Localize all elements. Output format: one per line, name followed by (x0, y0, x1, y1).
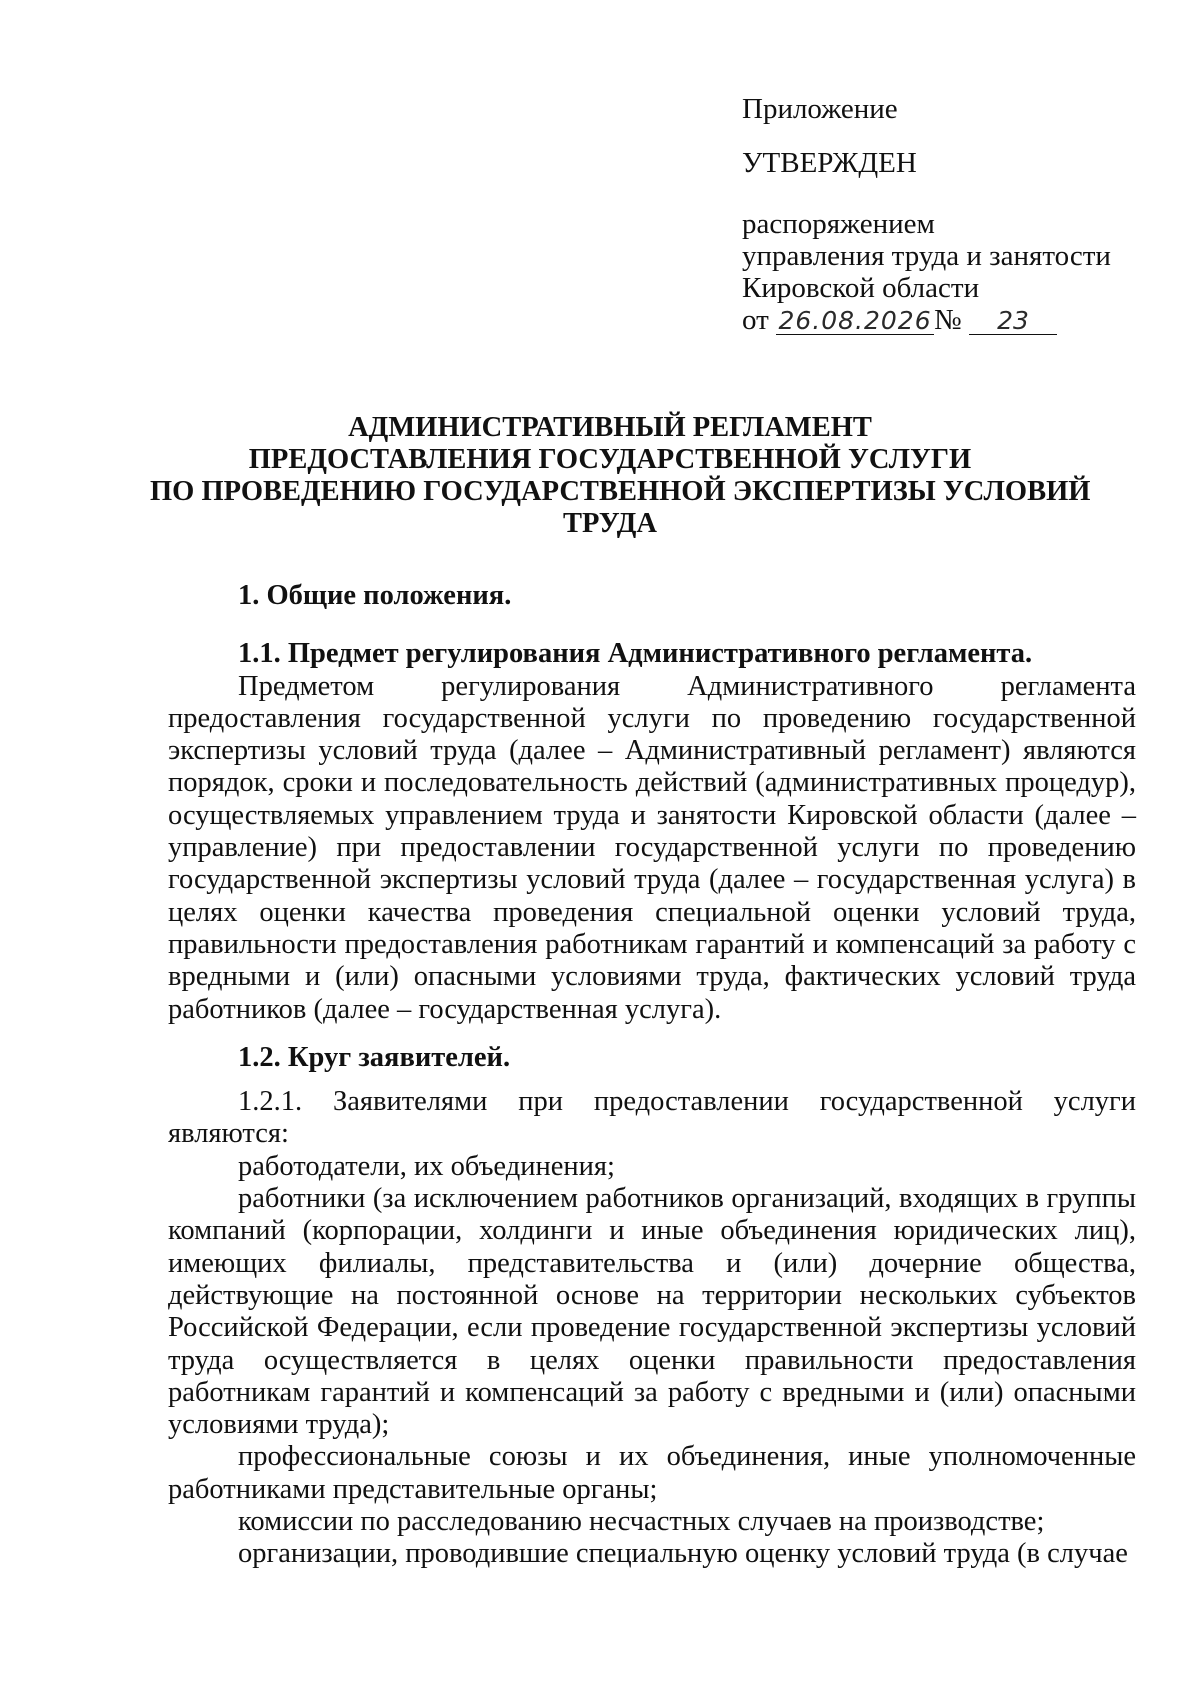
handwritten-number: 23 (969, 308, 1057, 335)
section-heading-subject: 1.1. Предмет регулирования Административного регламента. (238, 638, 1033, 670)
number-sign: № (934, 304, 962, 336)
paragraph-employers: работодатели, их объединения; (238, 1150, 615, 1182)
paragraph-commissions: комиссии по расследованию несчастных случаев на производстве; (238, 1506, 1045, 1538)
paragraph-unions: профессиональные союзы и их объединения, иные уполномоченные работниками представительные органы; (168, 1441, 1136, 1505)
region-name: Кировской области (742, 272, 980, 304)
date-prefix: от (742, 304, 769, 336)
paragraph-employees: работники (за исключением работников организаций, входящих в группы компаний (корпорации, холдинги и иные объединения юридических лиц), имеющих филиалы, представительства и (или) дочерние общества, действующие на постоянной основе на территории нескольких субъектов Российской Федерации, если проведение государственной экспертизы условий труда осуществляется в целях оценки правильности предоставления работникам гарантий и компенсаций за работу с вредными и (или) опасными условиями труда); (168, 1183, 1136, 1441)
document-body (168, 580, 1136, 1571)
handwritten-date: 26.08.2026 (776, 308, 934, 335)
paragraph-subject: Предметом регулирования Административного регламента предоставления государственной услуги по проведению государственной экспертизы условий труда (далее – Административный регламент) являются порядок, сроки и последовательность действий (административных процедур), осуществляемых управлением труда и занятости Кировской области (далее – управление) при предоставлении государственной услуги по проведению государственной экспертизы условий труда (далее – государственная услуга) в целях оценки качества проведения специальной оценки условий труда, правильности предоставления работникам гарантий и компенсаций за работу с вредными и (или) опасными условиями труда, фактических условий труда работников (далее – государственная услуга). (168, 670, 1136, 1025)
approved-stamp-text: УТВЕРЖДЕН (742, 147, 917, 179)
appendix-label: Приложение (742, 93, 898, 125)
paragraph-organizations: организации, проводившие специальную оценку условий труда (в случае (238, 1538, 1128, 1570)
date-number-line (742, 304, 1162, 336)
approval-block (742, 93, 1162, 336)
paragraph-applicants-intro: 1.2.1. Заявителями при предоставлении государственной услуги являются: (168, 1086, 1136, 1150)
document-title (150, 412, 1091, 540)
authority-name: управления труда и занятости (742, 240, 1111, 272)
title-line: АДМИНИСТРАТИВНЫЙ РЕГЛАМЕНТ (348, 412, 872, 443)
title-line: ПРЕДОСТАВЛЕНИЯ ГОСУДАРСТВЕННОЙ УСЛУГИ (248, 444, 972, 475)
order-label: распоряжением (742, 208, 935, 240)
section-heading-applicants: 1.2. Круг заявителей. (238, 1041, 511, 1073)
section-heading-general: 1. Общие положения. (238, 580, 512, 611)
title-line: ТРУДА (563, 508, 657, 539)
title-line: ПО ПРОВЕДЕНИЮ ГОСУДАРСТВЕННОЙ ЭКСПЕРТИЗЫ УСЛОВИЙ (150, 476, 1091, 507)
